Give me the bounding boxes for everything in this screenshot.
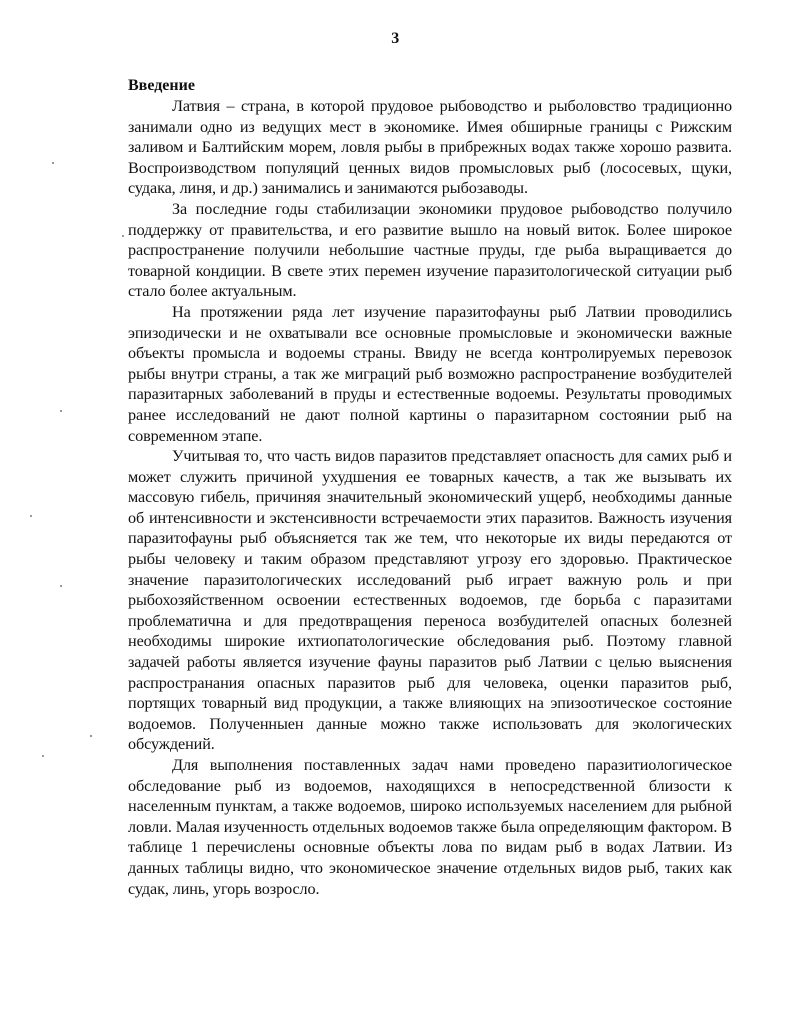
scan-speck: [52, 162, 54, 164]
section-heading: Введение: [128, 77, 195, 94]
scan-speck: [60, 585, 62, 587]
scan-speck: [90, 735, 92, 737]
page-number: 3: [391, 30, 400, 47]
scan-speck: [122, 235, 124, 237]
scan-speck: [30, 515, 32, 517]
scan-speck: [42, 755, 44, 757]
paragraph-3: На протяжении ряда лет изучение паразитофауны рыб Латвии проводились эпизодически и не охватывали все основные промысловые и экономически важные объекты промысла и водоемы страны. Ввиду не всегда контролируемых перевозок рыбы внутри страны, а так же миграций рыб возможно распространение возбудителей паразитарных заболеваний в пруды и естественные водоемы. Результаты проводимых ранее исследований не дают полной картины о паразитарном состоянии рыб на современном этапе.: [128, 302, 732, 445]
paragraph-2: За последние годы стабилизации экономики прудовое рыбоводство получило поддержку от правительства, и его развитие вышло на новый виток. Более широкое распространение получили небольшие частные пруды, где рыба выращивается до товарной кондиции. В свете этих перемен изучение паразитологической ситуации рыб стало более актуальным.: [128, 199, 732, 301]
section-introduction: [128, 76, 732, 899]
paragraph-4: Учитывая то, что часть видов паразитов представляет опасность для самих рыб и может служить причиной ухудшения ее товарных качеств, а так же вызывать их массовую гибель, причиняя значительный экономический ущерб, необходимы данные об интенсивности и экстенсивности встречаемости этих паразитов. Важность изучения паразитофауны рыб объясняется так же тем, что некоторые их виды передаются от рыбы человеку и таким образом представляют угрозу его здоровью. Практическое значение паразитологических исследований рыб играет важную роль и при рыбохозяйственном освоении естественных водоемов, где борьба с паразитами проблематична и для предотвращения переноса возбудителей опасных болезней необходимы широкие ихтиопатологические обследования рыб. Поэтому главной задачей работы является изучение фауны паразитов рыб Латвии с целью выяснения распространания опасных паразитов рыб для человека, оценки паразитов рыб, портящих товарный вид продукции, а также влияющих на эпизоотическое состояние водоемов. Полученныен данные можно также использовать для экологических обсуждений.: [128, 447, 732, 754]
paragraph-5: Для выполнения поставленных задач нами проведено паразитиологическое обследование рыб из водоемов, находящихся в непосредственной близости к населенным пунктам, а также водоемов, широко используемых населением для рыбной ловли. Малая изученность отдельных водоемов также была определяющим фактором. В таблице 1 перечислены основные объекты лова по видам рыб в водах Латвии. Из данных таблицы видно, что экономическое значение отдельных видов рыб, таких как судак, линь, угорь возросло.: [128, 756, 732, 898]
scan-speck: [60, 410, 62, 412]
paragraph-1: Латвия – страна, в которой прудовое рыбоводство и рыболовство традиционно занимали одно из ведущих мест в экономике. Имея обширные границы с Рижским заливом и Балтийским морем, ловля рыбы в прибрежных водах также хорошо развита. Воспроизводством популяций ценных видов промысловых рыб (лососевых, щуки, судака, линя, и др.) занимались и занимаются рыбозаводы.: [128, 97, 732, 198]
